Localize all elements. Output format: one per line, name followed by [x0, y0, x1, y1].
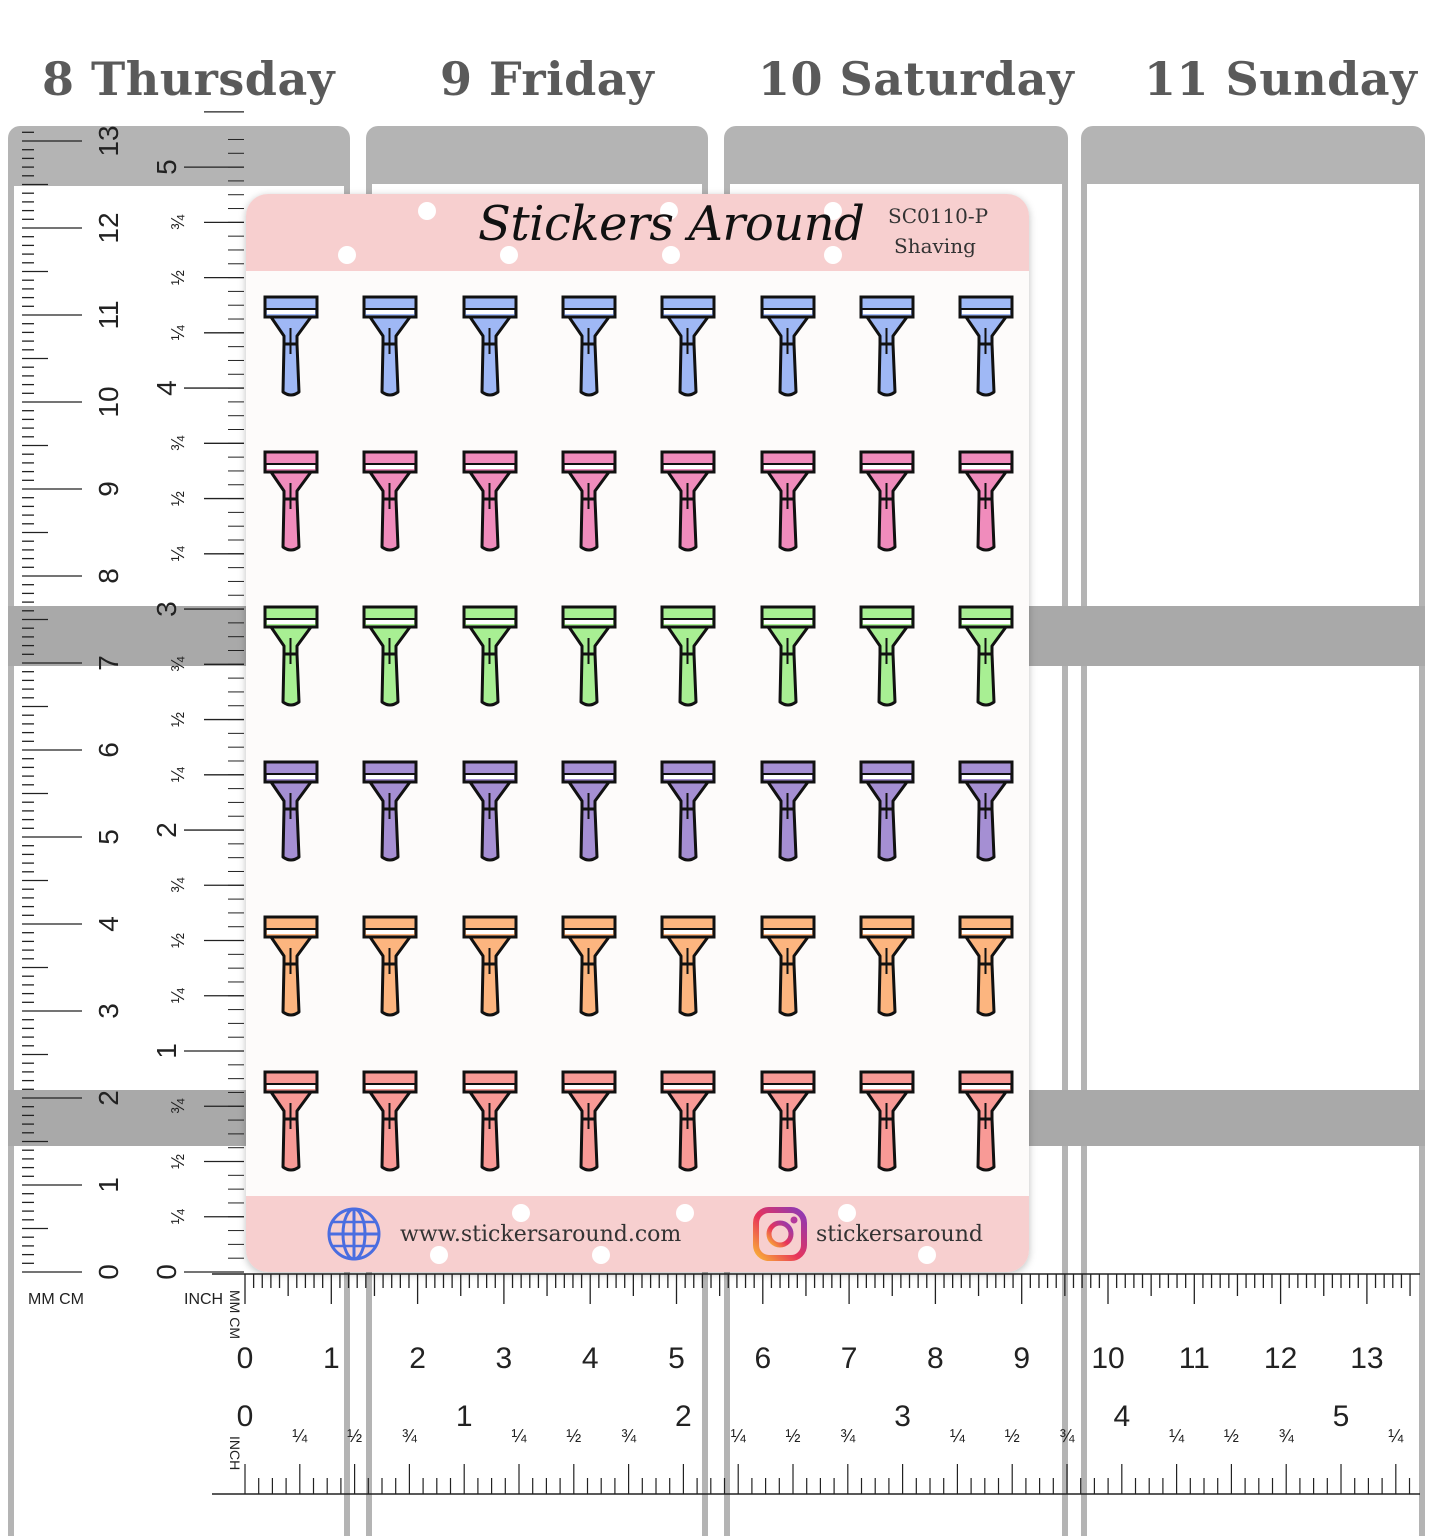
razor-icon: [361, 449, 421, 559]
ruler-cm-label: 4: [93, 916, 124, 932]
ruler-cm-label: 10: [1091, 1342, 1125, 1375]
razor-icon: [858, 449, 918, 559]
ruler-cm-label: 2: [409, 1342, 426, 1375]
ruler-inch-label: ¼: [1388, 1426, 1404, 1446]
razor-icon: [560, 449, 620, 559]
instagram-icon: [752, 1206, 808, 1262]
razor-icon: [759, 604, 819, 714]
razor-icon: [461, 294, 521, 404]
razor-icon: [262, 294, 322, 404]
ruler-inch-label: ¼: [168, 1209, 188, 1225]
sheet-theme: Shaving: [894, 234, 976, 258]
razor-icon: [759, 449, 819, 559]
ruler-inch-label: ¼: [511, 1426, 527, 1446]
razor-icon: [659, 759, 719, 869]
ruler-inch-label: ½: [168, 712, 188, 728]
ruler-cm-label: 13: [93, 125, 124, 157]
ruler-inch-label: 0: [151, 1264, 182, 1280]
day-title-thursday: 8 Thursday: [42, 52, 335, 106]
ruler-cm-label: 11: [93, 300, 124, 330]
ruler-unit-inch-label: INCH: [184, 1291, 224, 1308]
razor-icon: [560, 759, 620, 869]
razor-icon: [560, 294, 620, 404]
ruler-inch-label: ¼: [949, 1426, 965, 1446]
day-title-sunday: 11 Sunday: [1144, 52, 1418, 106]
ruler-cm-label: 6: [754, 1342, 772, 1375]
razor-icon: [262, 914, 322, 1024]
ruler-cm-label: 8: [93, 568, 124, 584]
razor-icon: [262, 1069, 322, 1179]
ruler-inch-label: ½: [347, 1426, 363, 1446]
ruler-inch-label: 4: [1113, 1400, 1131, 1433]
ruler-cm-label: 12: [1263, 1342, 1298, 1375]
razor-icon: [759, 914, 819, 1024]
razor-icon: [957, 604, 1017, 714]
razor-icon: [858, 914, 918, 1024]
razor-icon: [262, 604, 322, 714]
ruler-inch-label: ¼: [292, 1426, 308, 1446]
razor-icon: [560, 1069, 620, 1179]
ruler-inch-label: ¾: [840, 1426, 856, 1446]
razor-icon: [361, 294, 421, 404]
ruler-inch-label: ½: [566, 1426, 582, 1446]
razor-icon: [957, 914, 1017, 1024]
day-title-friday: 9 Friday: [440, 52, 655, 106]
globe-icon: [326, 1206, 382, 1262]
ruler-inch-label: ¾: [168, 435, 188, 451]
ruler-cm-label: 2: [93, 1090, 124, 1106]
razor-icon: [957, 294, 1017, 404]
ruler-inch-label: ½: [785, 1426, 801, 1446]
website-link[interactable]: www.stickersaround.com: [400, 1222, 682, 1247]
ruler-cm-label: 3: [495, 1342, 513, 1375]
razor-icon: [759, 1069, 819, 1179]
razor-icon: [759, 759, 819, 869]
razor-icon: [659, 294, 719, 404]
ruler-inch-label: ½: [168, 491, 188, 507]
ruler-inch-label: ¼: [168, 988, 188, 1004]
razor-icon: [659, 449, 719, 559]
ruler-unit-inch-label: INCH: [227, 1436, 243, 1471]
razor-icon: [361, 759, 421, 869]
razor-icon: [461, 1069, 521, 1179]
ruler-inch-label: ¼: [168, 325, 188, 341]
razor-icon: [461, 914, 521, 1024]
ruler-inch-label: 4: [151, 380, 182, 396]
razor-icon: [560, 604, 620, 714]
razor-icon: [461, 449, 521, 559]
brand-name: Stickers Around: [478, 196, 865, 252]
ruler-inch-label: ¼: [1169, 1426, 1185, 1446]
razor-icon: [361, 1069, 421, 1179]
ruler-cm-label: 8: [927, 1342, 944, 1375]
ruler-inch-label: ¾: [1278, 1426, 1294, 1446]
ruler-cm-label: 7: [840, 1342, 858, 1375]
razor-icon: [957, 449, 1017, 559]
razor-icon: [957, 759, 1017, 869]
ruler-inch-label: ¾: [1059, 1426, 1075, 1446]
ruler-inch-label: 0: [236, 1400, 254, 1433]
ruler-cm-label: 9: [1013, 1342, 1031, 1375]
ruler-inch-label: ¼: [730, 1426, 746, 1446]
razor-icon: [858, 1069, 918, 1179]
razor-icon: [659, 914, 719, 1024]
ruler-cm-label: 9: [93, 481, 124, 497]
razor-icon: [858, 759, 918, 869]
ruler-cm-label: 13: [1350, 1342, 1384, 1375]
ruler-unit-mm-label: MM CM: [28, 1291, 84, 1308]
razor-icon: [461, 759, 521, 869]
product-code: SC0110-P: [888, 204, 989, 228]
ruler-inch-label: 1: [455, 1400, 473, 1433]
ruler-inch-label: ¾: [168, 214, 188, 230]
ruler-cm-label: 5: [93, 829, 124, 845]
ruler-inch-label: ½: [168, 270, 188, 286]
ruler-inch-label: 2: [675, 1400, 692, 1433]
razor-icon: [461, 604, 521, 714]
ruler-cm-label: 5: [668, 1342, 685, 1375]
ruler-inch-label: 5: [151, 159, 182, 175]
instagram-handle[interactable]: stickersaround: [816, 1222, 983, 1247]
ruler-inch-label: 1: [151, 1043, 182, 1059]
ruler-inch-label: ¾: [168, 877, 188, 893]
razor-icon: [858, 604, 918, 714]
ruler-inch-label: 5: [1332, 1400, 1350, 1433]
sticker-grid: [246, 194, 1029, 1272]
ruler-cm-label: 12: [93, 212, 124, 244]
razor-icon: [659, 604, 719, 714]
razor-icon: [858, 294, 918, 404]
ruler-inch-label: ¼: [168, 767, 188, 783]
ruler-cm-label: 6: [93, 742, 124, 758]
razor-icon: [560, 914, 620, 1024]
ruler-inch-label: 2: [151, 822, 182, 838]
razor-icon: [361, 604, 421, 714]
ruler-inch-label: ¾: [401, 1426, 417, 1446]
ruler-cm-label: 4: [581, 1342, 599, 1375]
ruler-cm-label: 7: [93, 655, 124, 671]
razor-icon: [262, 449, 322, 559]
razor-icon: [957, 1069, 1017, 1179]
razor-icon: [759, 294, 819, 404]
day-title-saturday: 10 Saturday: [758, 52, 1075, 106]
ruler-cm-label: 11: [1178, 1342, 1210, 1375]
ruler-cm-label: 10: [93, 386, 124, 418]
razor-icon: [659, 1069, 719, 1179]
ruler-cm-label: 3: [93, 1003, 124, 1019]
ruler-inch-label: 3: [151, 601, 182, 617]
ruler-inch-label: ¾: [168, 1098, 188, 1114]
ruler-unit-mm-label: MM CM: [227, 1290, 243, 1339]
ruler-inch-label: ¾: [168, 656, 188, 672]
ruler-cm-label: 1: [93, 1177, 124, 1193]
ruler-cm-label: 0: [236, 1342, 254, 1375]
razor-icon: [262, 759, 322, 869]
ruler-inch-label: 3: [894, 1400, 911, 1433]
sticker-sheet: [246, 194, 1029, 1272]
razor-icon: [361, 914, 421, 1024]
ruler-inch-label: ½: [168, 933, 188, 949]
ruler-inch-label: ½: [1004, 1426, 1020, 1446]
ruler-inch-label: ½: [168, 1154, 188, 1170]
ruler-inch-label: ¾: [621, 1426, 637, 1446]
ruler-cm-label: 0: [93, 1264, 124, 1280]
ruler-inch-label: ½: [1223, 1426, 1239, 1446]
ruler-cm-label: 1: [322, 1342, 340, 1375]
ruler-inch-label: ¼: [168, 546, 188, 562]
